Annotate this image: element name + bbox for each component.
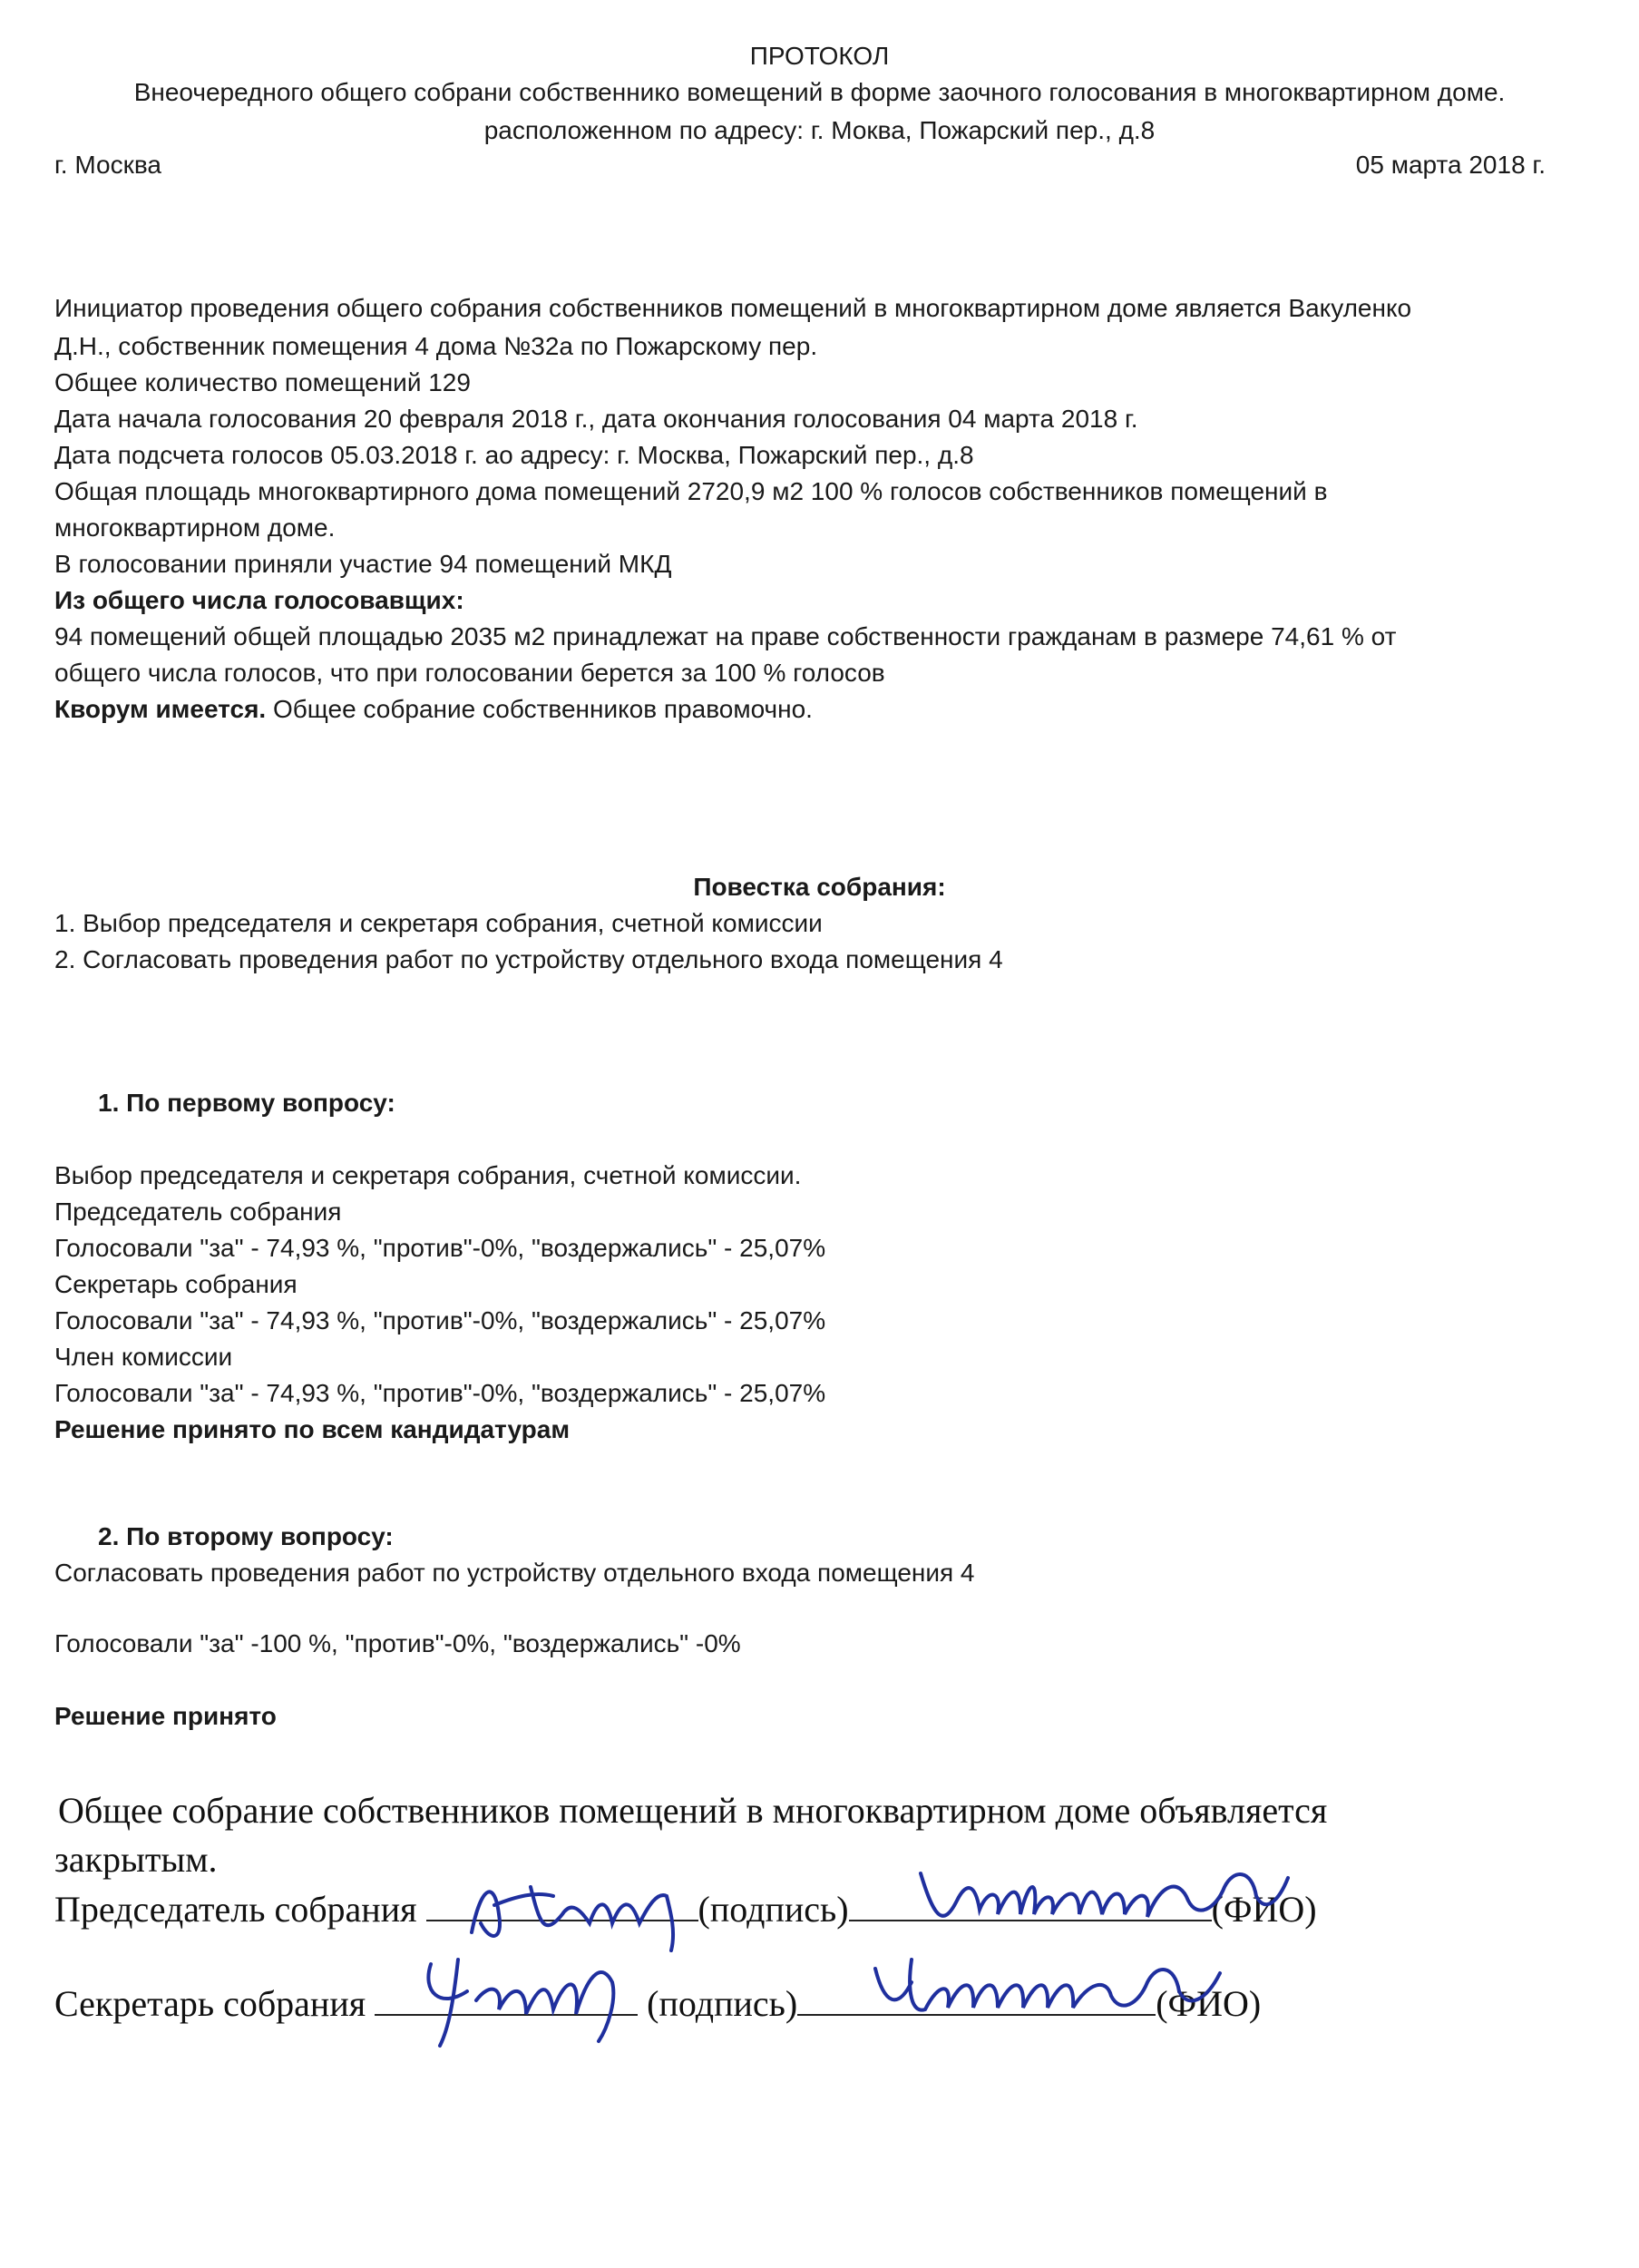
question2-heading: 2. По второму вопросу: xyxy=(98,1522,394,1550)
agenda-item-2: 2. Согласовать проведения работ по устройству отдельного входа помещения 4 xyxy=(54,945,1003,973)
quorum-line xyxy=(54,691,813,728)
question2-text: Согласовать проведения работ по устройству отдельного входа помещения 4 xyxy=(54,1559,975,1587)
question1-member: Член комиссии xyxy=(54,1343,233,1371)
document-date: 05 марта 2018 г. xyxy=(1355,151,1546,179)
question1-decision: Решение принято по всем кандидатурам xyxy=(54,1415,571,1443)
document-subtitle-line1: Внеочередного общего собрани собственнико вомещений в форме заочного голосования в многоквартирном доме. xyxy=(133,78,1506,106)
city: г. Москва xyxy=(54,151,161,179)
chair-sign-label: (подпись) xyxy=(698,1889,849,1930)
question1-secretary: Секретарь собрания xyxy=(54,1270,298,1298)
chair-signature-handwritten xyxy=(454,1860,744,1960)
question1-chair-votes: Голосовали "за" - 74,93 %, "против"-0%, "воздержались" - 25,07% xyxy=(54,1234,826,1262)
area-line1: Общая площадь многоквартирного дома помещений 2720,9 м2 100 % голосов собственников помещений в xyxy=(54,477,1328,505)
document-subtitle-line2: расположенном по адресу: г. Моква, Пожарский пер., д.8 xyxy=(483,116,1156,144)
question1-secretary-votes: Голосовали "за" - 74,93 %, "против"-0%, "воздержались" - 25,07% xyxy=(54,1306,826,1334)
question1-text: Выбор председателя и секретаря собрания, счетной комиссии. xyxy=(54,1161,802,1189)
agenda-heading: Повестка собрания: xyxy=(693,873,946,901)
secretary-signature-handwritten xyxy=(404,1946,676,2055)
participants: В голосовании приняли участие 94 помещений МКД xyxy=(54,550,672,578)
question2-decision: Решение принято xyxy=(54,1702,277,1730)
voters-line1: 94 помещений общей площадью 2035 м2 принадлежат на праве собственности гражданам в размере 74,61 % от xyxy=(54,622,1397,650)
question1-member-votes: Голосовали "за" - 74,93 %, "против"-0%, "воздержались" - 25,07% xyxy=(54,1379,826,1407)
secretary-sign-label: (подпись) xyxy=(647,1983,798,2024)
chair-fio-label: (ФИО) xyxy=(1211,1889,1317,1930)
chair-label: Председатель собрания xyxy=(54,1889,417,1930)
initiator-line1: Инициатор проведения общего собрания собственников помещений в многоквартирном доме является Вакуленко xyxy=(54,294,1412,322)
voting-dates: Дата начала голосования 20 февраля 2018 г., дата окончания голосования 04 марта 2018 г. xyxy=(54,405,1138,433)
chair-name-handwritten xyxy=(907,1846,1306,1946)
initiator-line2: Д.Н., собственник помещения 4 дома №32а по Пожарскому пер. xyxy=(54,332,818,360)
question1-chair: Председатель собрания xyxy=(54,1198,342,1226)
secretary-label: Секретарь собрания xyxy=(54,1983,366,2024)
total-rooms: Общее количество помещений 129 xyxy=(54,368,471,396)
quorum-rest: Общее собрание собственников правомочно. xyxy=(266,695,813,723)
quorum-bold: Кворум имеется. xyxy=(54,695,267,723)
count-date: Дата подсчета голосов 05.03.2018 г. ао адресу: г. Москва, Пожарский пер., д.8 xyxy=(54,441,974,469)
closing-line2: закрытым. xyxy=(54,1839,218,1880)
question1-heading: 1. По первому вопросу: xyxy=(98,1089,395,1117)
voters-line2: общего числа голосов, что при голосовании берется за 100 % голосов xyxy=(54,659,885,687)
secretary-name-handwritten xyxy=(857,1937,1238,2037)
document-title: ПРОТОКОЛ xyxy=(749,42,890,70)
question2-votes: Голосовали "за" -100 %, "против"-0%, "воздержались" -0% xyxy=(54,1629,741,1657)
closing-line1: Общее собрание собственников помещений в многоквартирном доме объявляется xyxy=(58,1790,1328,1831)
agenda-item-1: 1. Выбор председателя и секретаря собрания, счетной комиссии xyxy=(54,909,823,937)
area-line2: многоквартирном доме. xyxy=(54,513,336,542)
voters-heading: Из общего числа голосовавщих: xyxy=(54,586,464,614)
secretary-fio-label: (ФИО) xyxy=(1156,1983,1262,2024)
